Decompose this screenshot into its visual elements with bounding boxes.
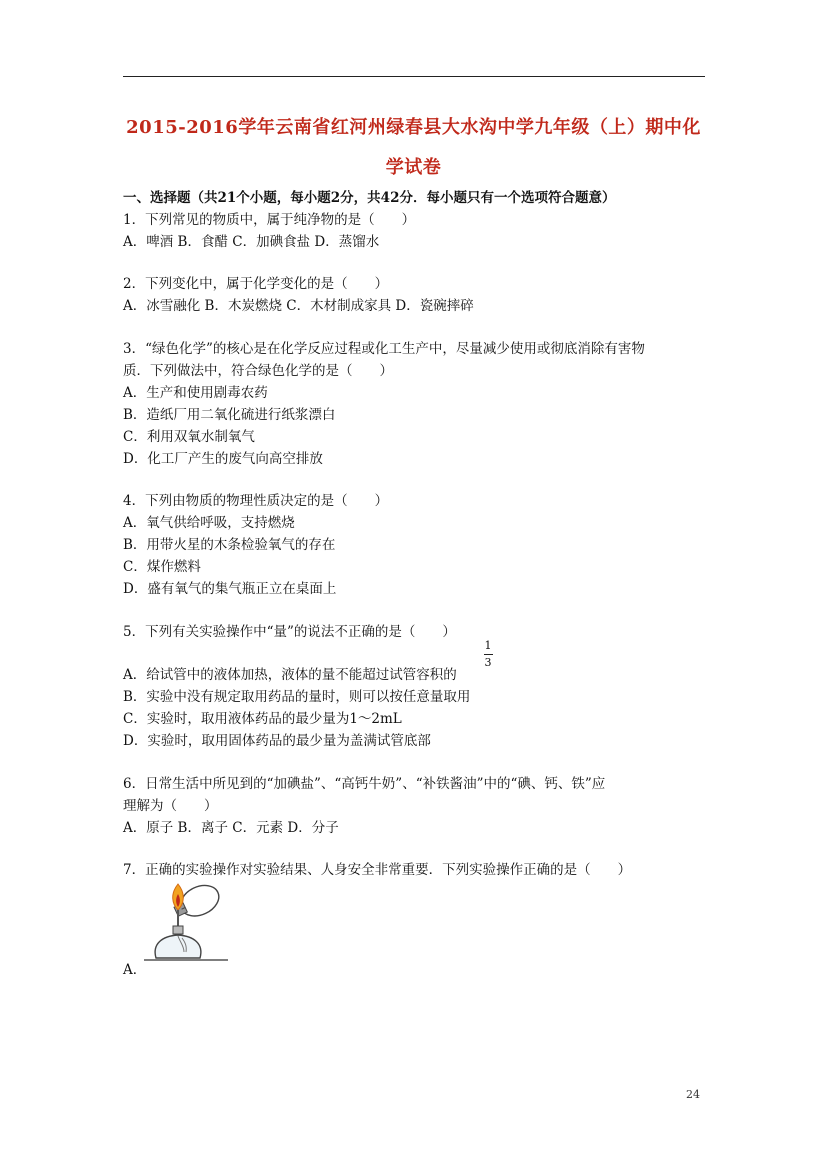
q4-stem: 4．下列由物质的物理性质决定的是（ ） — [123, 493, 389, 509]
q4-option-c: C．煤作燃料 — [123, 559, 201, 575]
q6-stem-line1: 6．日常生活中所见到的“加碘盐”、“高钙牛奶”、“补铁酱油”中的“碘、钙、铁”应 — [123, 776, 606, 792]
fraction-bar — [484, 654, 493, 655]
q5-stem: 5．下列有关实验操作中“量”的说法不正确的是（ ） — [123, 624, 456, 640]
q5-option-c: C．实验时，取用液体药品的最少量为1～2mL — [123, 711, 402, 727]
q1-options: A．啤酒 B．食醋 C．加碘食盐 D．蒸馏水 — [123, 234, 380, 250]
q7-stem: 7．正确的实验操作对实验结果、人身安全非常重要．下列实验操作正确的是（ ） — [123, 862, 632, 878]
fraction-numerator: 1 — [484, 639, 492, 652]
q6-stem-line2: 理解为（ ） — [123, 798, 218, 814]
fraction-denominator: 3 — [484, 656, 492, 669]
q5-option-a: A．给试管中的液体加热，液体的量不能超过试管容积的 — [123, 667, 457, 683]
header-rule — [123, 76, 705, 77]
one-third-fraction — [482, 640, 494, 669]
q7-option-a: A． — [123, 962, 147, 978]
q5-option-b: B．实验中没有规定取用药品的量时，则可以按任意量取用 — [123, 689, 471, 705]
q3-option-c: C．利用双氧水制氧气 — [123, 429, 255, 445]
exam-title-line1: 2015-2016学年云南省红河州绿春县大水沟中学九年级（上）期中化 — [126, 117, 701, 138]
q4-option-a: A．氧气供给呼吸，支持燃烧 — [123, 515, 295, 531]
q3-stem-line2: 质．下列做法中，符合绿色化学的是（ ） — [123, 363, 393, 379]
q1-stem: 1．下列常见的物质中，属于纯净物的是（ ） — [123, 212, 416, 228]
exam-title-line2: 学试卷 — [385, 157, 442, 178]
q5-option-d: D．实验时，取用固体药品的最少量为盖满试管底部 — [123, 733, 431, 749]
section-heading: 一、选择题（共21个小题，每小题2分，共42分．每小题只有一个选项符合题意） — [123, 190, 616, 206]
q4-option-b: B．用带火星的木条检验氧气的存在 — [123, 537, 336, 553]
page-number: 24 — [686, 1088, 700, 1101]
q3-option-b: B．造纸厂用二氧化硫进行纸浆漂白 — [123, 407, 336, 423]
q2-options: A．冰雪融化 B．木炭燃烧 C．木材制成家具 D．瓷碗摔碎 — [123, 298, 474, 314]
q3-option-d: D．化工厂产生的废气向高空排放 — [123, 451, 323, 467]
q6-options: A．原子 B．离子 C．元素 D．分子 — [123, 820, 339, 836]
alcohol-lamp-lighting-icon — [142, 880, 232, 972]
q3-stem-line1: 3．“绿色化学”的核心是在化学反应过程或化工生产中，尽量减少使用或彻底消除有害物 — [123, 341, 645, 357]
q3-option-a: A．生产和使用剧毒农药 — [123, 385, 268, 401]
q2-stem: 2．下列变化中，属于化学变化的是（ ） — [123, 276, 389, 292]
q4-option-d: D．盛有氧气的集气瓶正立在桌面上 — [123, 581, 337, 597]
